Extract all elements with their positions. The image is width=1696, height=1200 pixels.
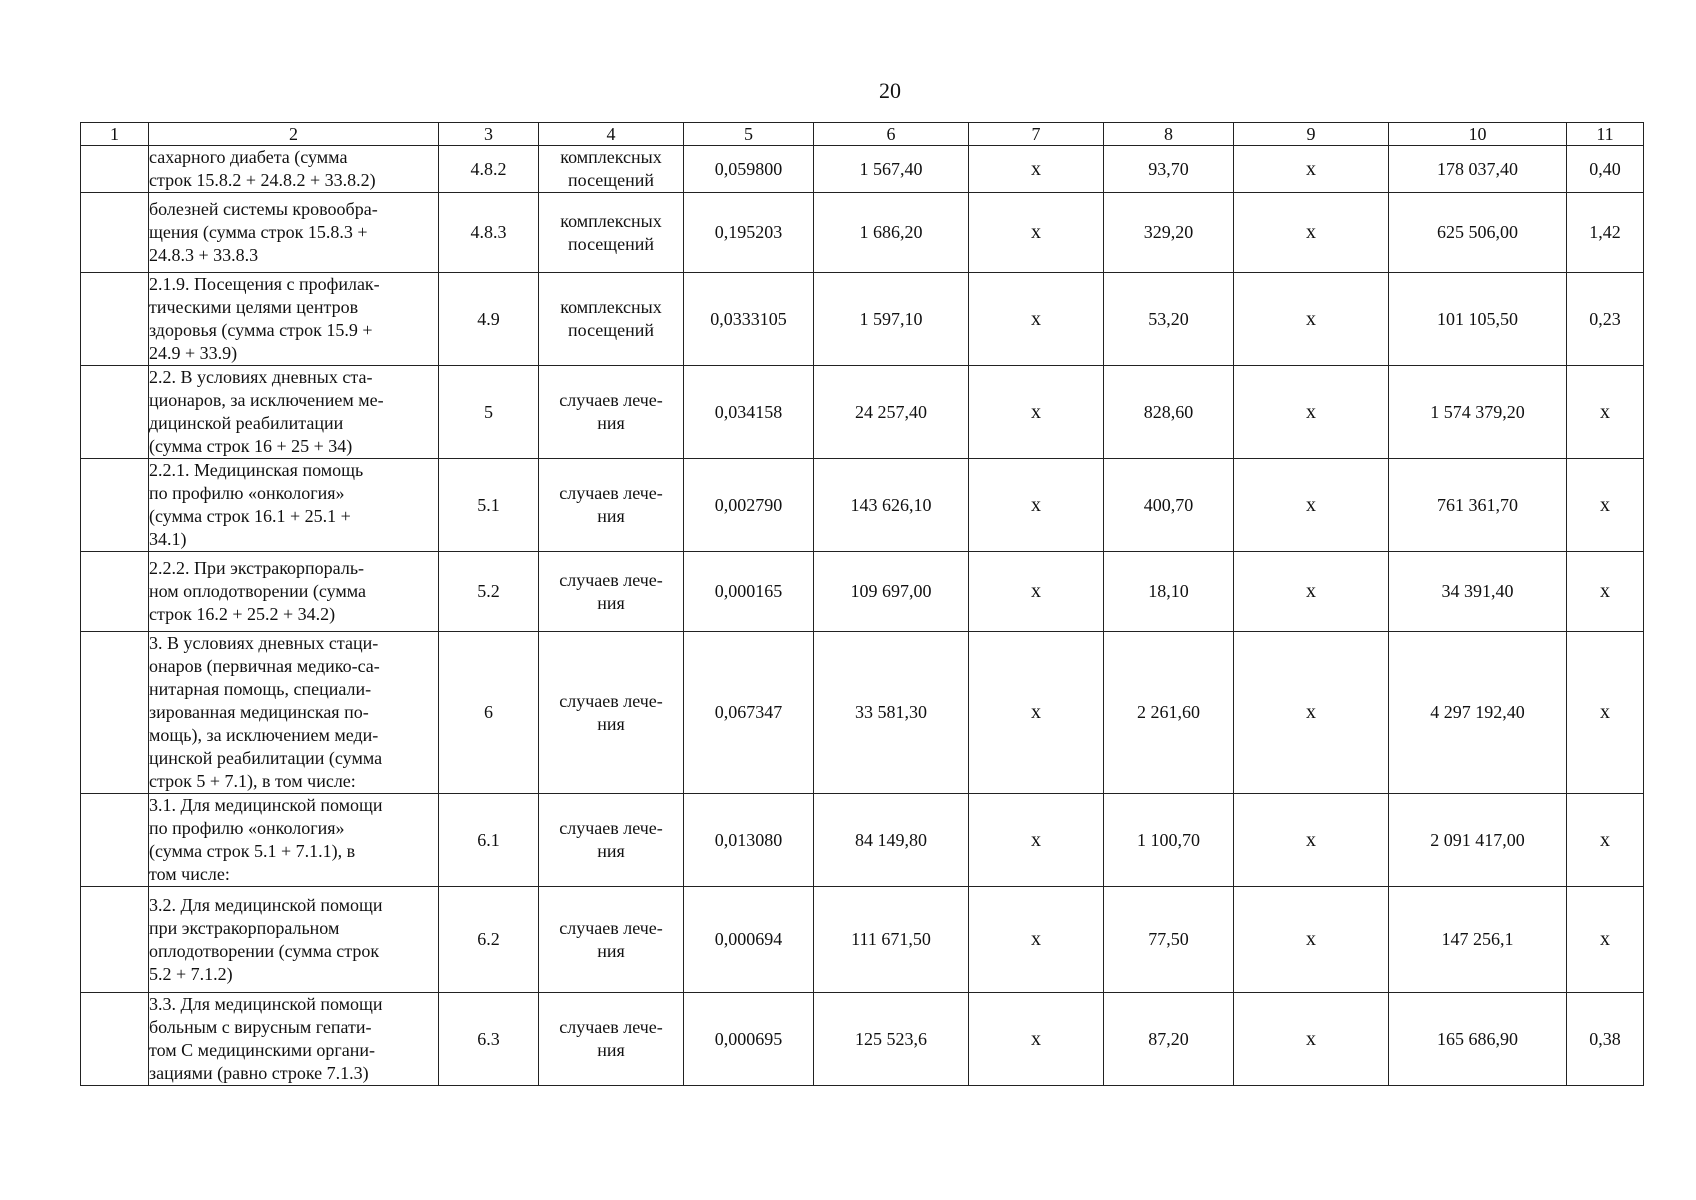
- table-row: [81, 366, 1644, 459]
- cell-c5: 0,195203: [684, 193, 814, 273]
- row-unit-line: посещений: [567, 320, 655, 340]
- table-row: [81, 632, 1644, 794]
- row-unit-cell: [539, 366, 684, 459]
- row-name-line: оплодотворении (сумма строк: [149, 940, 380, 961]
- cell-c11: 0,38: [1567, 993, 1644, 1086]
- row-name-line: строк 16.2 + 25.2 + 34.2): [149, 604, 336, 624]
- row-name-cell: [149, 193, 439, 273]
- cell-c9: х: [1234, 146, 1389, 193]
- row-name-line: 3.3. Для медицинской помощи: [149, 994, 383, 1014]
- row-name-cell: [149, 459, 439, 552]
- row-group-cell: [81, 794, 149, 887]
- row-unit-line: случаев лече-: [559, 690, 663, 711]
- row-unit-line: посещений: [567, 233, 655, 254]
- cell-c11: х: [1567, 794, 1644, 887]
- row-name-line: по профилю «онкология»: [149, 483, 345, 503]
- cell-c9: х: [1234, 794, 1389, 887]
- row-name-line: дицинской реабилитации: [149, 413, 344, 433]
- cell-c7: х: [969, 193, 1104, 273]
- row-unit-line: посещений: [567, 170, 655, 190]
- row-name-line: (сумма строк 5.1 + 7.1.1), в: [149, 841, 356, 861]
- cell-c6: 24 257,40: [814, 366, 969, 459]
- row-name-cell: [149, 366, 439, 459]
- cell-c5: 0,067347: [684, 632, 814, 794]
- cell-c8: 828,60: [1104, 366, 1234, 459]
- cell-c7: х: [969, 887, 1104, 993]
- cell-c11: х: [1567, 552, 1644, 632]
- header-row: [81, 123, 1644, 146]
- cell-c10: 625 506,00: [1389, 193, 1567, 273]
- row-group-cell: [81, 459, 149, 552]
- cell-c5: 0,0333105: [684, 273, 814, 366]
- row-unit-line: ния: [597, 841, 625, 861]
- cell-c8: 329,20: [1104, 193, 1234, 273]
- cell-c11: 1,42: [1567, 193, 1644, 273]
- table-row: [81, 794, 1644, 887]
- row-name-line: зациями (равно строке 7.1.3): [149, 1063, 369, 1083]
- row-unit-line: ния: [597, 713, 625, 734]
- cell-c7: х: [969, 552, 1104, 632]
- cell-c7: х: [969, 794, 1104, 887]
- row-name-line: ционаров, за исключением ме-: [149, 390, 384, 410]
- row-name-cell: [149, 552, 439, 632]
- row-code-cell: 6: [439, 632, 539, 794]
- row-name-line: сахарного диабета (сумма: [149, 147, 348, 167]
- cell-c8: 400,70: [1104, 459, 1234, 552]
- row-name-line: 3.1. Для медицинской помощи: [149, 795, 383, 815]
- row-unit-cell: [539, 887, 684, 993]
- row-unit-line: случаев лече-: [559, 390, 663, 410]
- row-name-cell: [149, 993, 439, 1086]
- cell-c5: 0,059800: [684, 146, 814, 193]
- cell-c5: 0,000165: [684, 552, 814, 632]
- row-unit-line: случаев лече-: [559, 1017, 663, 1037]
- row-name-line: 3. В условиях дневных стаци-: [149, 633, 379, 653]
- row-group-cell: [81, 632, 149, 794]
- row-name-line: при экстракорпоральном: [149, 917, 340, 938]
- row-unit-line: ния: [597, 1040, 625, 1060]
- row-unit-cell: [539, 552, 684, 632]
- cell-c7: х: [969, 273, 1104, 366]
- column-header: 6: [814, 123, 969, 146]
- cell-c9: х: [1234, 632, 1389, 794]
- cell-c9: х: [1234, 993, 1389, 1086]
- cell-c9: х: [1234, 193, 1389, 273]
- row-unit-line: комплексных: [560, 147, 662, 167]
- row-unit-line: ния: [597, 506, 625, 526]
- cell-c5: 0,002790: [684, 459, 814, 552]
- cell-c7: х: [969, 459, 1104, 552]
- cell-c5: 0,000694: [684, 887, 814, 993]
- row-unit-line: комплексных: [560, 297, 662, 317]
- row-name-line: зированная медицинская по-: [149, 702, 369, 722]
- row-name-line: 24.9 + 33.9): [149, 343, 238, 363]
- cell-c10: 2 091 417,00: [1389, 794, 1567, 887]
- row-unit-line: ния: [597, 940, 625, 961]
- row-code-cell: 6.1: [439, 794, 539, 887]
- row-name-line: 34.1): [149, 529, 187, 549]
- column-header: 11: [1567, 123, 1644, 146]
- row-name-line: строк 5 + 7.1), в том числе:: [149, 771, 356, 791]
- cell-c7: х: [969, 366, 1104, 459]
- cell-c8: 77,50: [1104, 887, 1234, 993]
- row-unit-line: случаев лече-: [559, 483, 663, 503]
- row-unit-line: ния: [597, 592, 625, 613]
- table-row: [81, 459, 1644, 552]
- page-number: 20: [879, 78, 901, 103]
- cell-c8: 18,10: [1104, 552, 1234, 632]
- cell-c8: 53,20: [1104, 273, 1234, 366]
- cell-c11: х: [1567, 632, 1644, 794]
- row-name-line: 2.2.2. При экстракорпораль-: [149, 558, 365, 578]
- cell-c11: 0,40: [1567, 146, 1644, 193]
- row-name-line: строк 15.8.2 + 24.8.2 + 33.8.2): [149, 170, 376, 190]
- cell-c11: 0,23: [1567, 273, 1644, 366]
- table-row: [81, 273, 1644, 366]
- row-unit-line: случаев лече-: [559, 569, 663, 590]
- cell-c6: 1 686,20: [814, 193, 969, 273]
- row-code-cell: 5.2: [439, 552, 539, 632]
- row-group-cell: [81, 366, 149, 459]
- row-unit-cell: [539, 193, 684, 273]
- cell-c11: х: [1567, 459, 1644, 552]
- cell-c6: 1 567,40: [814, 146, 969, 193]
- row-code-cell: 4.8.2: [439, 146, 539, 193]
- row-name-line: 24.8.3 + 33.8.3: [149, 245, 259, 265]
- column-header: 8: [1104, 123, 1234, 146]
- row-unit-cell: [539, 794, 684, 887]
- row-group-cell: [81, 273, 149, 366]
- row-name-line: (сумма строк 16 + 25 + 34): [149, 436, 353, 456]
- cell-c6: 125 523,6: [814, 993, 969, 1086]
- cell-c10: 165 686,90: [1389, 993, 1567, 1086]
- row-unit-line: случаев лече-: [559, 917, 663, 938]
- row-unit-line: случаев лече-: [559, 818, 663, 838]
- cell-c5: 0,034158: [684, 366, 814, 459]
- cell-c9: х: [1234, 273, 1389, 366]
- cell-c8: 2 261,60: [1104, 632, 1234, 794]
- cell-c6: 1 597,10: [814, 273, 969, 366]
- table-row: [81, 193, 1644, 273]
- row-unit-cell: [539, 459, 684, 552]
- cell-c6: 84 149,80: [814, 794, 969, 887]
- cell-c5: 0,000695: [684, 993, 814, 1086]
- row-code-cell: 4.8.3: [439, 193, 539, 273]
- row-name-cell: [149, 632, 439, 794]
- cell-c5: 0,013080: [684, 794, 814, 887]
- table-row: [81, 887, 1644, 993]
- row-name-line: болезней системы кровообра-: [149, 199, 378, 219]
- row-group-cell: [81, 146, 149, 193]
- cell-c7: х: [969, 146, 1104, 193]
- row-group-cell: [81, 993, 149, 1086]
- cell-c9: х: [1234, 552, 1389, 632]
- row-name-line: 5.2 + 7.1.2): [149, 963, 233, 984]
- cell-c6: 143 626,10: [814, 459, 969, 552]
- column-header: 1: [81, 123, 149, 146]
- column-header: 5: [684, 123, 814, 146]
- row-name-line: больным с вирусным гепати-: [149, 1017, 372, 1037]
- row-name-cell: [149, 794, 439, 887]
- cell-c10: 147 256,1: [1389, 887, 1567, 993]
- row-code-cell: 6.2: [439, 887, 539, 993]
- row-unit-cell: [539, 146, 684, 193]
- cell-c10: 101 105,50: [1389, 273, 1567, 366]
- column-header: 2: [149, 123, 439, 146]
- row-name-line: ном оплодотворении (сумма: [149, 581, 366, 601]
- column-header: 9: [1234, 123, 1389, 146]
- row-name-line: том С медицинскими органи-: [149, 1040, 376, 1060]
- cell-c8: 87,20: [1104, 993, 1234, 1086]
- table-row: [81, 146, 1644, 193]
- row-name-line: 2.2.1. Медицинская помощь: [149, 460, 364, 480]
- row-code-cell: 6.3: [439, 993, 539, 1086]
- row-name-line: онаров (первичная медико-са-: [149, 656, 380, 676]
- column-header: 10: [1389, 123, 1567, 146]
- row-name-line: тическими целями центров: [149, 297, 359, 317]
- data-table: [80, 122, 1644, 1086]
- table-body: [81, 146, 1644, 1086]
- row-code-cell: 4.9: [439, 273, 539, 366]
- row-name-line: цинской реабилитации (сумма: [149, 748, 383, 768]
- cell-c10: 178 037,40: [1389, 146, 1567, 193]
- row-unit-cell: [539, 273, 684, 366]
- row-unit-cell: [539, 993, 684, 1086]
- row-name-line: мощь), за исключением меди-: [149, 725, 379, 745]
- row-name-line: 2.1.9. Посещения с профилак-: [149, 274, 380, 294]
- column-header: 3: [439, 123, 539, 146]
- row-unit-cell: [539, 632, 684, 794]
- row-name-line: щения (сумма строк 15.8.3 +: [149, 222, 368, 242]
- row-name-line: здоровья (сумма строк 15.9 +: [149, 320, 373, 340]
- cell-c10: 4 297 192,40: [1389, 632, 1567, 794]
- row-group-cell: [81, 193, 149, 273]
- cell-c10: 1 574 379,20: [1389, 366, 1567, 459]
- cell-c6: 33 581,30: [814, 632, 969, 794]
- cell-c10: 34 391,40: [1389, 552, 1567, 632]
- cell-c11: х: [1567, 887, 1644, 993]
- row-name-cell: [149, 887, 439, 993]
- table-row: [81, 552, 1644, 632]
- cell-c9: х: [1234, 887, 1389, 993]
- cell-c11: х: [1567, 366, 1644, 459]
- cell-c9: х: [1234, 366, 1389, 459]
- cell-c9: х: [1234, 459, 1389, 552]
- row-code-cell: 5: [439, 366, 539, 459]
- cell-c7: х: [969, 993, 1104, 1086]
- row-unit-line: ния: [597, 413, 625, 433]
- row-group-cell: [81, 887, 149, 993]
- cell-c6: 111 671,50: [814, 887, 969, 993]
- cell-c6: 109 697,00: [814, 552, 969, 632]
- row-name-line: 2.2. В условиях дневных ста-: [149, 367, 373, 387]
- row-group-cell: [81, 552, 149, 632]
- row-name-cell: [149, 273, 439, 366]
- row-name-line: (сумма строк 16.1 + 25.1 +: [149, 506, 351, 526]
- row-code-cell: 5.1: [439, 459, 539, 552]
- cell-c10: 761 361,70: [1389, 459, 1567, 552]
- table-row: [81, 993, 1644, 1086]
- cell-c8: 1 100,70: [1104, 794, 1234, 887]
- column-header: 4: [539, 123, 684, 146]
- cell-c8: 93,70: [1104, 146, 1234, 193]
- row-name-line: по профилю «онкология»: [149, 818, 345, 838]
- row-name-cell: [149, 146, 439, 193]
- row-name-line: нитарная помощь, специали-: [149, 679, 372, 699]
- row-unit-line: комплексных: [560, 210, 662, 231]
- column-header: 7: [969, 123, 1104, 146]
- row-name-line: том числе:: [149, 864, 230, 884]
- cell-c7: х: [969, 632, 1104, 794]
- row-name-line: 3.2. Для медицинской помощи: [149, 894, 383, 915]
